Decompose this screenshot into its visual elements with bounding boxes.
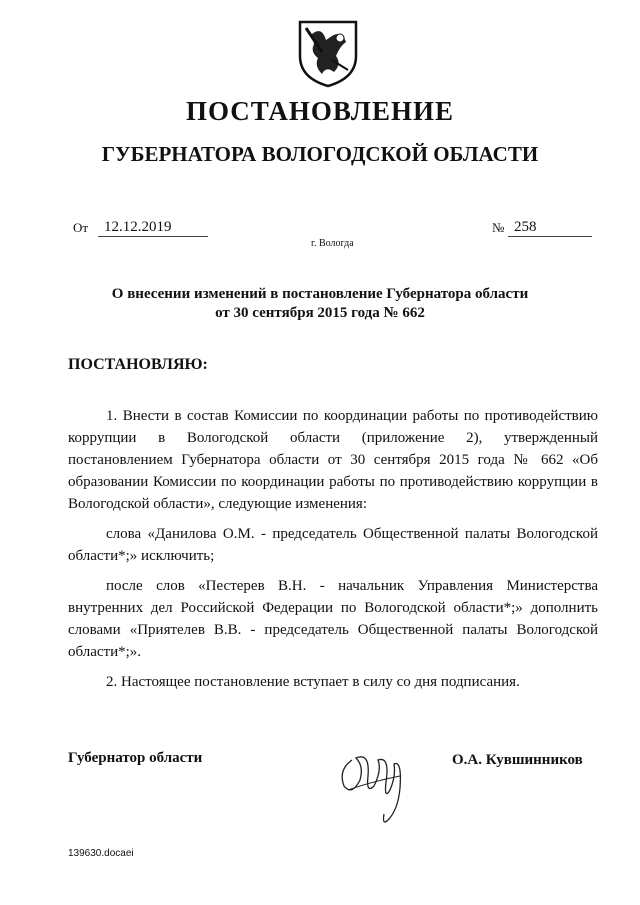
signatory-name: О.А. Кувшинников bbox=[452, 752, 583, 768]
decree-heading: ПОСТАНОВЛЯЮ: bbox=[68, 356, 208, 373]
subject-line-1: О внесении изменений в постановление Губернатора области bbox=[111, 286, 529, 302]
paragraph-1: 1. Внести в состав Комиссии по координации работы по противодействию коррупции в Вологодской области (приложение 2), утвержденный постановлением Губернатора области от 30 сентября 2015 года № 662 «Об образовании Комиссии по координации работы по противодействию коррупции в Вологодской области», следующие изменения: bbox=[68, 408, 598, 512]
document-subtitle: ГУБЕРНАТОРА ВОЛОГОДСКОЙ ОБЛАСТИ bbox=[101, 142, 539, 166]
decree-subject bbox=[0, 285, 640, 323]
paragraph-3: после слов «Пестерев В.Н. - начальник Управления Министерства внутренних дел Российской Федерации по Вологодской области*;» дополнить словами «Приятелев В.В. - председатель Общественной палаты Вологодской области*;». bbox=[68, 578, 598, 660]
number-value: 258 bbox=[508, 218, 592, 237]
number-label: № bbox=[492, 220, 505, 235]
handwritten-signature bbox=[330, 730, 420, 830]
decree-body bbox=[68, 405, 598, 701]
document-id: 139630.docaei bbox=[68, 848, 134, 859]
paragraph-4: 2. Настоящее постановление вступает в силу со дня подписания. bbox=[106, 674, 520, 690]
coat-of-arms-icon bbox=[296, 16, 360, 88]
signatory-position: Губернатор области bbox=[68, 750, 203, 766]
paragraph-2: слова «Данилова О.М. - председатель Общественной палаты Вологодской области*;» исключить; bbox=[68, 526, 598, 564]
subject-line-2: от 30 сентября 2015 года № 662 bbox=[215, 305, 425, 321]
date-value: 12.12.2019 bbox=[98, 218, 208, 237]
city-label: г. Вологда bbox=[311, 238, 354, 249]
date-label: От bbox=[73, 220, 89, 235]
document-title: ПОСТАНОВЛЕНИЕ bbox=[185, 96, 455, 126]
